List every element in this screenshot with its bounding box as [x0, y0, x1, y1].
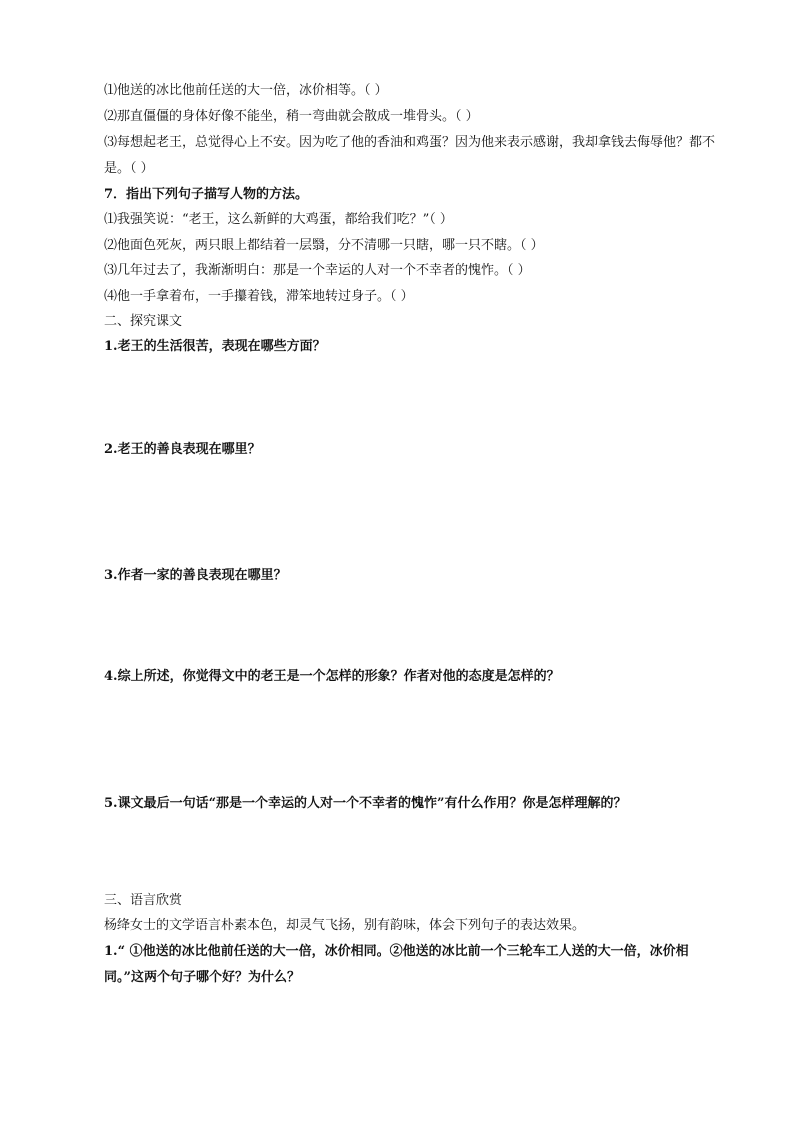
q7-item-4: ⑷他一手拿着布，一手攥着钱，滞笨地转过身子。（ ）: [104, 289, 414, 304]
section2-question-5: 5.课文最后一句话“那是一个幸运的人对一个不幸者的愧怍”有什么作用？你是怎样理解的？: [104, 796, 627, 811]
q7-title: 7．指出下列句子描写人物的方法。: [104, 187, 309, 202]
section3-question-1: 1.“ ①他送的冰比他前任送的大一倍，冰价相同。②他送的冰比前一个三轮车工人送的大一倍，冰价相同。”这两个句子哪个好？为什么？: [104, 944, 689, 985]
q6-item-2: ⑵那直僵僵的身体好像不能坐，稍一弯曲就会散成一堆骨头。（ ）: [104, 109, 479, 124]
q6-item-3: ⑶每想起老王，总觉得心上不安。因为吃了他的香油和鸡蛋？因为他来表示感谢，我却拿钱去侮辱他？都不是。（ ）: [104, 135, 716, 176]
section2-question-1: 1.老王的生活很苦，表现在哪些方面？: [104, 339, 326, 354]
section2-question-4: 4.综上所述，你觉得文中的老王是一个怎样的形象？作者对他的态度是怎样的？: [104, 669, 560, 684]
section2-question-3: 3.作者一家的善良表现在哪里？: [104, 568, 287, 583]
q7-item-1: ⑴我强笑说：“老王，这么新鲜的大鸡蛋，都给我们吃？”（ ）: [104, 212, 453, 227]
section2-heading: 二、探究课文: [104, 314, 183, 329]
q6-item-1: ⑴他送的冰比他前任送的大一倍，冰价相等。（ ）: [104, 83, 388, 98]
section2-question-2: 2.老王的善良表现在哪里？: [104, 442, 261, 457]
q7-item-2: ⑵他面色死灰，两只眼上都结着一层翳，分不清哪一只瞎，哪一只不瞎。（ ）: [104, 238, 544, 253]
q7-item-3: ⑶几年过去了，我渐渐明白：那是一个幸运的人对一个不幸者的愧怍。（ ）: [104, 263, 531, 278]
section3-intro: 杨绛女士的文学语言朴素本色，却灵气飞扬，别有韵味，体会下列句子的表达效果。: [104, 918, 586, 933]
section3-heading: 三、语言欣赏: [104, 893, 183, 908]
